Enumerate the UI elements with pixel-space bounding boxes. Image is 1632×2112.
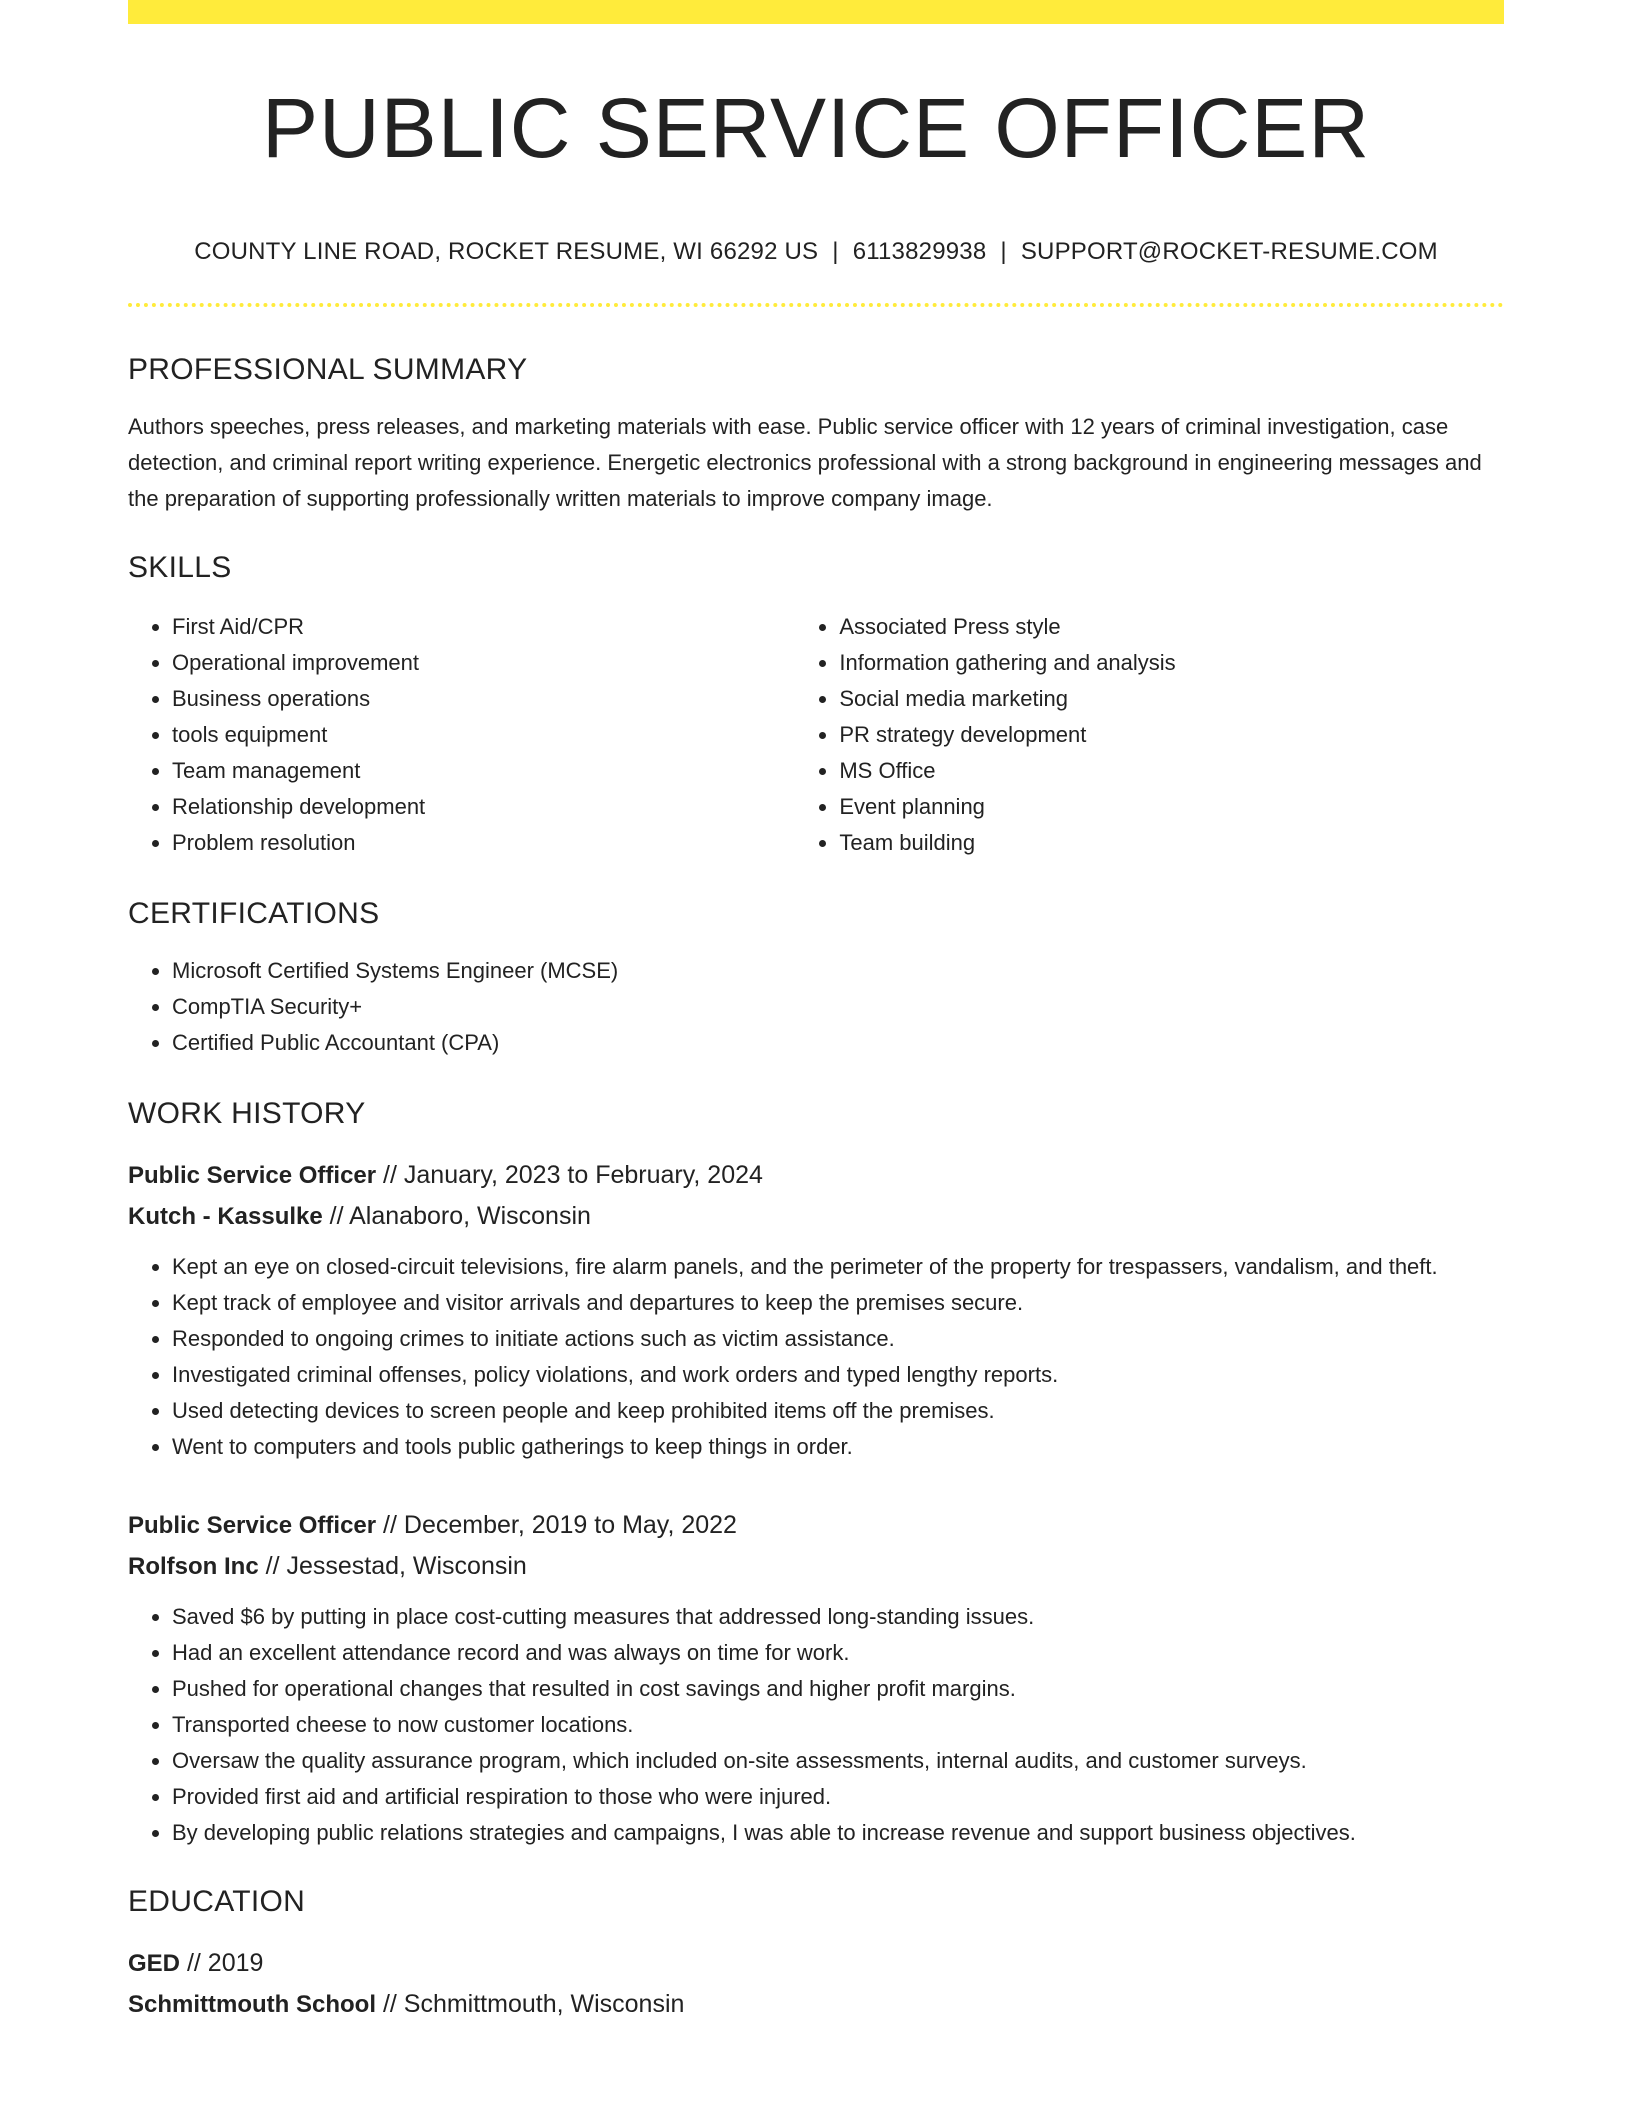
job-company: Rolfson Inc (128, 1553, 259, 1580)
job-company: Kutch - Kassulke (128, 1203, 323, 1230)
job-entry (128, 1155, 1504, 1465)
summary-heading: PROFESSIONAL SUMMARY (128, 353, 528, 386)
job-title-line (128, 1155, 1504, 1196)
contact-line (128, 240, 1504, 264)
job-bullet: • Investigated criminal offenses, policy violations, and work orders and typed lengthy reports. (172, 1357, 1504, 1393)
education-school: Schmittmouth School (128, 1991, 376, 2018)
skill-item: • Relationship development (172, 789, 795, 825)
skills-list-left (128, 609, 795, 861)
job-location: // Alanaboro, Wisconsin (322, 1202, 591, 1230)
skill-item: • Social media marketing (839, 681, 1504, 717)
job-company-line (128, 1546, 1504, 1587)
summary-text: Authors speeches, press releases, and marketing materials with ease. Public service officer with 12 years of criminal investigation, case detection, and criminal report writing experience. Energetic electronics professional with a strong background in engineering messages and the preparation of supporting professionally written materials to improve company image. (128, 414, 1482, 511)
education-year: // 2019 (180, 1949, 264, 1977)
skills-heading: SKILLS (128, 551, 232, 584)
skill-item: • Operational improvement (172, 645, 795, 681)
job-bullet: • Used detecting devices to screen people and keep prohibited items off the premises. (172, 1393, 1504, 1429)
certifications-list (128, 953, 1504, 1061)
dotted-divider (128, 303, 1504, 307)
job-bullet: • Pushed for operational changes that resulted in cost savings and higher profit margins. (172, 1671, 1504, 1707)
certifications-section (128, 899, 1504, 1061)
job-bullet: • Had an excellent attendance record and was always on time for work. (172, 1635, 1504, 1671)
education-school-line (128, 1984, 1504, 2025)
certification-item: • CompTIA Security+ (172, 989, 1504, 1025)
job-bullet: • Kept track of employee and visitor arrivals and departures to keep the premises secure. (172, 1285, 1504, 1321)
page-title: PUBLIC SERVICE OFFICER (261, 81, 1370, 175)
summary-section (128, 355, 1504, 517)
resume-page (128, 0, 1504, 2025)
job-bullets (128, 1599, 1504, 1851)
job-title-line (128, 1505, 1504, 1546)
certification-item: • Certified Public Accountant (CPA) (172, 1025, 1504, 1061)
job-bullet: • Went to computers and tools public gatherings to keep things in order. (172, 1429, 1504, 1465)
work-history-section (128, 1099, 1504, 1851)
skill-item: • tools equipment (172, 717, 795, 753)
job-bullet: • By developing public relations strategies and campaigns, I was able to increase revenue and support business objectives. (172, 1815, 1504, 1851)
skills-section (128, 553, 1504, 861)
contact-address: COUNTY LINE ROAD, ROCKET RESUME, WI 66292 US (194, 238, 819, 265)
education-degree-line (128, 1943, 1504, 1984)
job-bullet: • Responded to ongoing crimes to initiate actions such as victim assistance. (172, 1321, 1504, 1357)
job-bullet: • Provided first aid and artificial respiration to those who were injured. (172, 1779, 1504, 1815)
job-dates: // January, 2023 to February, 2024 (376, 1161, 763, 1189)
contact-email: SUPPORT@ROCKET-RESUME.COM (1020, 238, 1438, 265)
job-bullet: • Saved $6 by putting in place cost-cutting measures that addressed long-standing issues. (172, 1599, 1504, 1635)
job-location: // Jessestad, Wisconsin (258, 1552, 527, 1580)
contact-separator: | (832, 238, 839, 265)
job-company-line (128, 1196, 1504, 1237)
job-bullet: • Transported cheese to now customer locations. (172, 1707, 1504, 1743)
job-dates: // December, 2019 to May, 2022 (376, 1511, 737, 1539)
education-entry (128, 1943, 1504, 2025)
contact-separator: | (1000, 238, 1007, 265)
skill-item: • Team building (839, 825, 1504, 861)
skill-item: • Business operations (172, 681, 795, 717)
education-degree: GED (128, 1950, 181, 1977)
skill-item: • Associated Press style (839, 609, 1504, 645)
skill-item: • Event planning (839, 789, 1504, 825)
work-history-heading: WORK HISTORY (128, 1097, 366, 1130)
contact-phone: 6113829938 (852, 238, 987, 265)
job-title: Public Service Officer (128, 1512, 377, 1539)
job-bullet: • Kept an eye on closed-circuit televisions, fire alarm panels, and the perimeter of the property for trespassers, vandalism, and theft. (172, 1249, 1504, 1285)
skill-item: • Problem resolution (172, 825, 795, 861)
skill-item: • First Aid/CPR (172, 609, 795, 645)
education-location: // Schmittmouth, Wisconsin (376, 1990, 685, 2018)
education-section (128, 1887, 1504, 2025)
job-title: Public Service Officer (128, 1162, 377, 1189)
skills-list-right (795, 609, 1504, 861)
job-entry (128, 1505, 1504, 1851)
skill-item: • Team management (172, 753, 795, 789)
job-bullets (128, 1249, 1504, 1465)
skills-columns (128, 609, 1504, 861)
certification-item: • Microsoft Certified Systems Engineer (MCSE) (172, 953, 1504, 989)
skill-item: • MS Office (839, 753, 1504, 789)
job-bullet: • Oversaw the quality assurance program, which included on-site assessments, internal audits, and customer surveys. (172, 1743, 1504, 1779)
education-heading: EDUCATION (128, 1885, 306, 1918)
skill-item: • Information gathering and analysis (839, 645, 1504, 681)
skill-item: • PR strategy development (839, 717, 1504, 753)
accent-bar (128, 0, 1504, 24)
certifications-heading: CERTIFICATIONS (128, 897, 380, 930)
